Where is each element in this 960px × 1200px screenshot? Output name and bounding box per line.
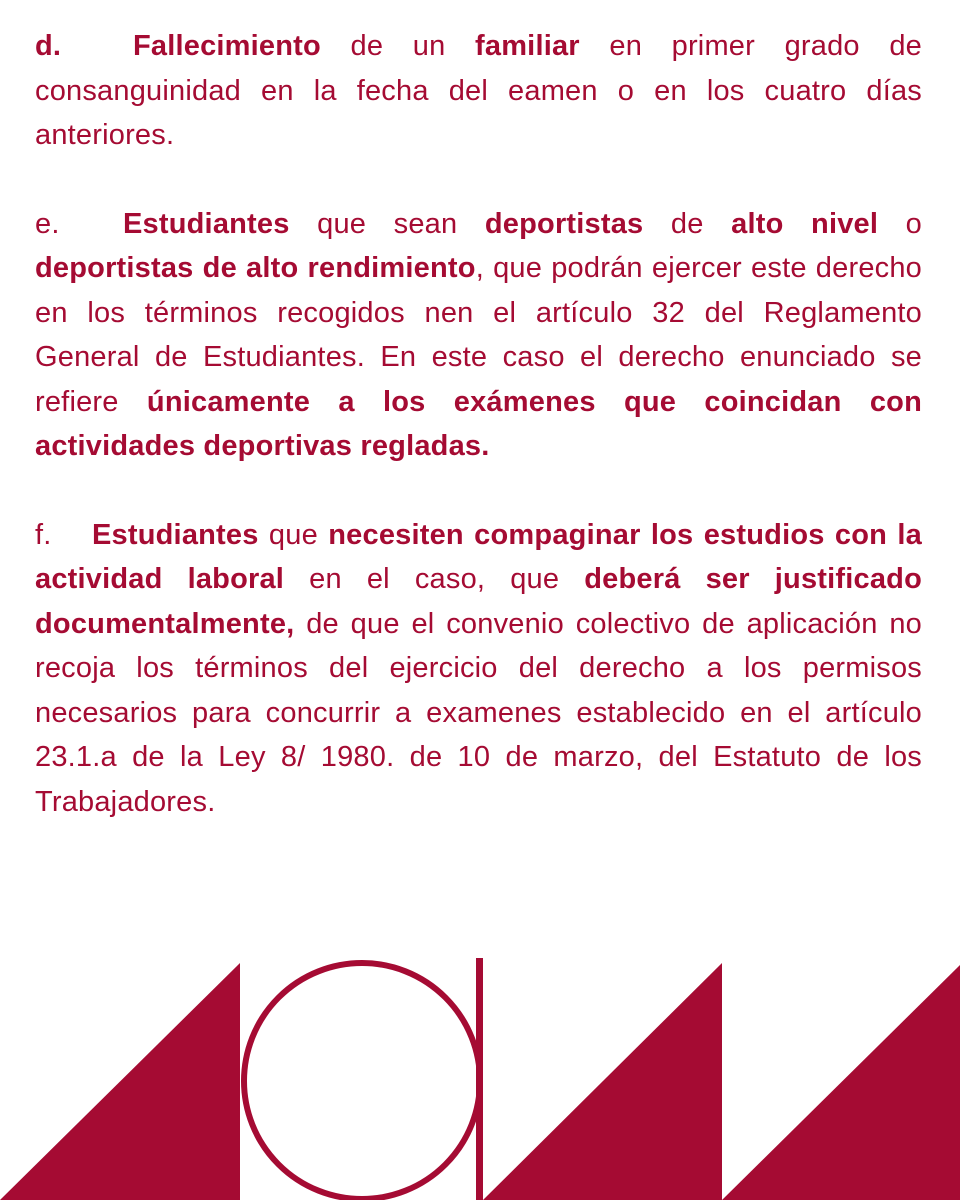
item-text: de un [320, 30, 476, 62]
item-text-bold: alto nivel [731, 207, 879, 240]
item-marker: e. [35, 207, 60, 240]
item-marker: f. [35, 518, 52, 551]
vertical-bar-shape [476, 958, 483, 1200]
document-body [35, 24, 922, 868]
item-text-bold: Estudiantes [92, 518, 259, 551]
item-text-bold: Fallecimiento [133, 30, 321, 62]
item-text-bold: deportistas [484, 207, 644, 240]
item-text-bold: únicamente a los exámenes que coincidan con actividades deportivas regladas. [35, 385, 923, 462]
item-text-bold: familiar [475, 30, 580, 62]
item-text-bold: deportistas de alto rendimiento [35, 252, 476, 284]
ring-shape [244, 963, 480, 1199]
item-text: en el caso, que [284, 563, 585, 595]
list-item-d [35, 24, 922, 158]
item-text: o [878, 207, 922, 240]
item-text-bold: necesiten compaginar los estudios con la actividad laboral [35, 518, 923, 595]
item-text-bold: deberá ser justificado documentalmente, [35, 563, 923, 640]
item-text: , que podrán ejercer este derecho en los términos recogidos nen el artículo 32 del Reglamento General de Estudiantes. En este caso el derecho enunciado se refiere [35, 252, 923, 418]
item-text: de [643, 207, 732, 240]
item-text: que [258, 518, 329, 551]
list-item-e [35, 202, 922, 469]
middle-triangle-shape [483, 963, 722, 1200]
left-triangle-shape [0, 963, 240, 1200]
item-text: de que el convenio colectivo de aplicación no recoja los términos del ejercicio del derecho a los permisos necesarios para concurrir a examenes establecido en el artículo 23.1.a de la Ley 8/ 1980. de 10 de marzo, del Estatuto de los Trabajadores. [35, 607, 922, 818]
item-text-bold: Estudiantes [123, 207, 290, 240]
list-item-f [35, 513, 922, 825]
item-marker: d. [35, 30, 62, 62]
right-triangle-shape [722, 965, 960, 1200]
item-text: que sean [289, 207, 485, 240]
item-text: en primer grado de consanguinidad en la fecha del eamen o en los cuatro días anteriores. [35, 30, 922, 151]
decorative-geometric-footer [0, 955, 960, 1200]
